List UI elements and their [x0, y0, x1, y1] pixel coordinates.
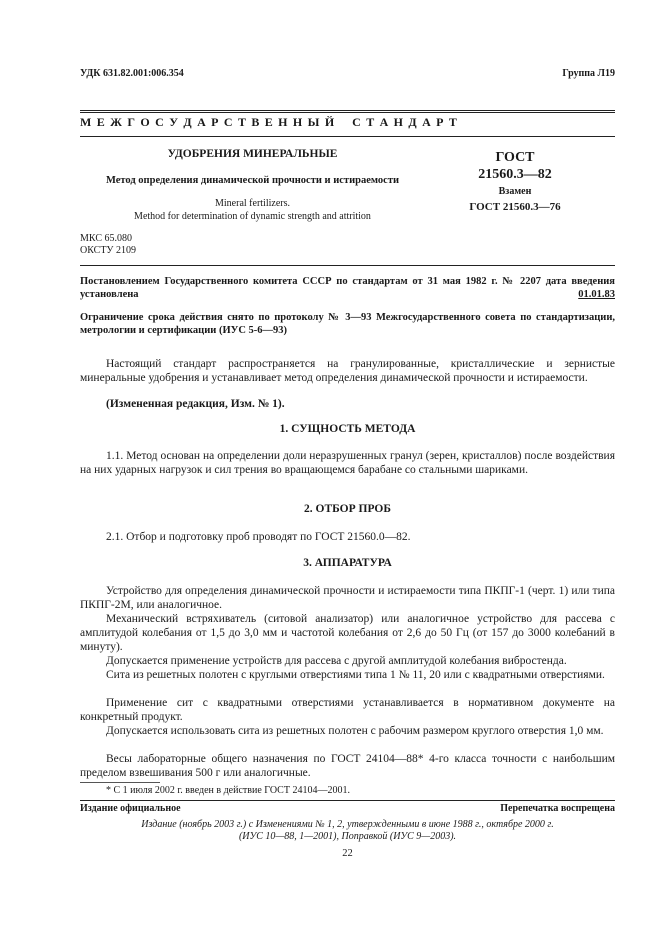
mks-code: МКС 65.080: [80, 233, 132, 244]
page-number: 22: [342, 848, 353, 859]
document-subtitle: Метод определения динамической прочности и истираемости: [105, 175, 400, 186]
restriction-note: Ограничение срока действия снято по протоколу № 3—93 Межгосударственного совета по стандартизации, метрологии и сертификации (ИУС 5-6—93): [80, 312, 615, 336]
section-3-para-5: Применение сит с квадратными отверстиями устанавливается в нормативном документе на конкретный продукт.: [80, 697, 615, 723]
section-3-para-1: Устройство для определения динамической прочности и истираемости типа ПКПГ-1 (черт. 1) или типа ПКПГ-2М, или аналогичное.: [80, 585, 615, 611]
document-title: УДОБРЕНИЯ МИНЕРАЛЬНЫЕ: [167, 148, 338, 160]
footnote-rule: [80, 782, 160, 783]
english-title-2: Method for determination of dynamic strength and attrition: [134, 211, 371, 222]
top-rule-2: [80, 112, 615, 113]
edition-info-2: (ИУС 10—88, 1—2001), Поправкой (ИУС 9—2003).: [238, 831, 457, 842]
section-3-para-2: Механический встряхиватель (ситовой анализатор) или аналогичное устройство для рассева с амплитудой колебания от 1,5 до 3,0 мм и частотой колебания от 2,6 до 50 Гц (от 157 до 3000 колебаний в минуту).: [80, 613, 615, 653]
standard-banner: М Е Ж Г О С У Д А Р С Т В Е Н Н Ы Й С Т А Н Д А Р Т: [80, 115, 459, 129]
replaced-gost: ГОСТ 21560.3—76: [469, 201, 561, 213]
reprint-notice: Перепечатка воспрещена: [500, 803, 615, 814]
official-edition-label: Издание официальное: [80, 803, 181, 814]
decree-text: Постановлением Государственного комитета СССР по стандартам от 31 мая 1982 г. № 2207 дата введения установлена: [80, 276, 615, 300]
footer-rule: [80, 800, 615, 801]
section-heading-2: 2. ОТБОР ПРОБ: [304, 503, 391, 515]
title-rule: [80, 265, 615, 266]
section-heading-3: 3. АППАРАТУРА: [303, 557, 392, 569]
gost-label: ГОСТ: [495, 150, 535, 165]
section-2-para-1: 2.1. Отбор и подготовку проб проводят по ГОСТ 21560.0—82.: [106, 531, 411, 543]
section-3-para-6: Допускается использовать сита из решетных полотен с рабочим размером круглого отверстия 1,0 мм.: [106, 725, 604, 737]
gost-number: 21560.3—82: [478, 167, 552, 182]
edition-info-1: Издание (ноябрь 2003 г.) с Изменениями № 1, 2, утвержденными в июне 1988 г., октябре 2000 г.: [141, 819, 554, 830]
intro-paragraph: Настоящий стандарт распространяется на гранулированные, кристаллические и зернистые минеральные удобрения и устанавливает метод определения динамической прочности и истираемости.: [80, 358, 615, 384]
section-3-para-3: Допускается применение устройств для рассева с другой амплитудой колебания вибростенда.: [106, 655, 567, 667]
intro-amendment-note: (Измененная редакция, Изм. № 1).: [106, 398, 285, 410]
section-3-para-4: Сита из решетных полотен с круглыми отверстиями типа 1 № 11, 20 или с квадратными отверстиями.: [106, 669, 605, 681]
replaces-label: Взамен: [498, 186, 532, 197]
okstu-code: ОКСТУ 2109: [80, 245, 137, 256]
section-heading-1: 1. СУЩНОСТЬ МЕТОДА: [279, 423, 416, 435]
group-code: Группа Л19: [562, 68, 615, 79]
top-rule-1: [80, 110, 615, 111]
section-1-para-1: 1.1. Метод основан на определении доли неразрушенных гранул (зерен, кристаллов) после воздействия на них ударных нагрузок и сил трения во вращающемся барабане со стальными шариками.: [80, 450, 615, 476]
english-title-1: Mineral fertilizers.: [215, 198, 290, 209]
udk-code: УДК 631.82.001:006.354: [80, 68, 184, 79]
section-3-para-7: Весы лабораторные общего назначения по ГОСТ 24104—88* 4-го класса точности с наибольшим пределом взвешивания 500 г или аналогичные.: [80, 753, 615, 779]
decree-date: 01.01.83: [578, 289, 615, 300]
footnote: * С 1 июля 2002 г. введен в действие ГОСТ 24104—2001.: [106, 785, 350, 796]
banner-rule: [80, 136, 615, 137]
decree: [80, 275, 615, 301]
